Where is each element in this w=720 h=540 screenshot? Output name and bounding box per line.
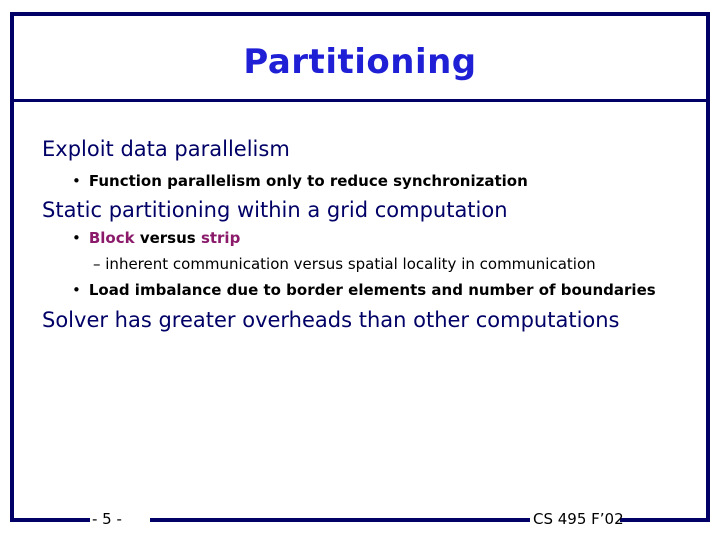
sub-bullet-text: Function parallelism only to reduce synchronization	[88, 172, 528, 190]
bullet-icon: •	[72, 172, 81, 190]
frame-left-border	[10, 12, 14, 522]
sub-bullet-text: Load imbalance due to border elements and number of boundaries	[88, 281, 656, 299]
title-divider	[10, 99, 710, 102]
sub-bullet-block-versus-strip	[72, 229, 240, 247]
bullet-static-partitioning: Static partitioning within a grid computation	[42, 198, 508, 222]
sub-sub-bullet-inherent-communication: – inherent communication versus spatial locality in communication	[93, 255, 596, 273]
bullet-icon: •	[72, 229, 81, 247]
sub-bullet-function-parallelism	[72, 172, 528, 190]
slide-title: Partitioning	[243, 42, 477, 82]
footer-rule-left	[10, 518, 90, 522]
strip-term: strip	[200, 229, 241, 247]
sub-bullet-load-imbalance	[72, 281, 656, 299]
course-label: CS 495 F’02	[533, 510, 624, 528]
bullet-solver-overheads: Solver has greater overheads than other computations	[42, 308, 620, 332]
frame-top-border	[10, 12, 710, 16]
footer-rule-right	[620, 518, 710, 522]
bullet-exploit-data-parallelism: Exploit data parallelism	[42, 137, 290, 161]
versus-word: versus	[134, 229, 201, 247]
block-term: Block	[88, 229, 135, 247]
bullet-icon: •	[72, 281, 81, 299]
frame-right-border	[706, 12, 710, 522]
footer-rule-middle	[150, 518, 530, 522]
page-number: - 5 -	[92, 510, 122, 528]
